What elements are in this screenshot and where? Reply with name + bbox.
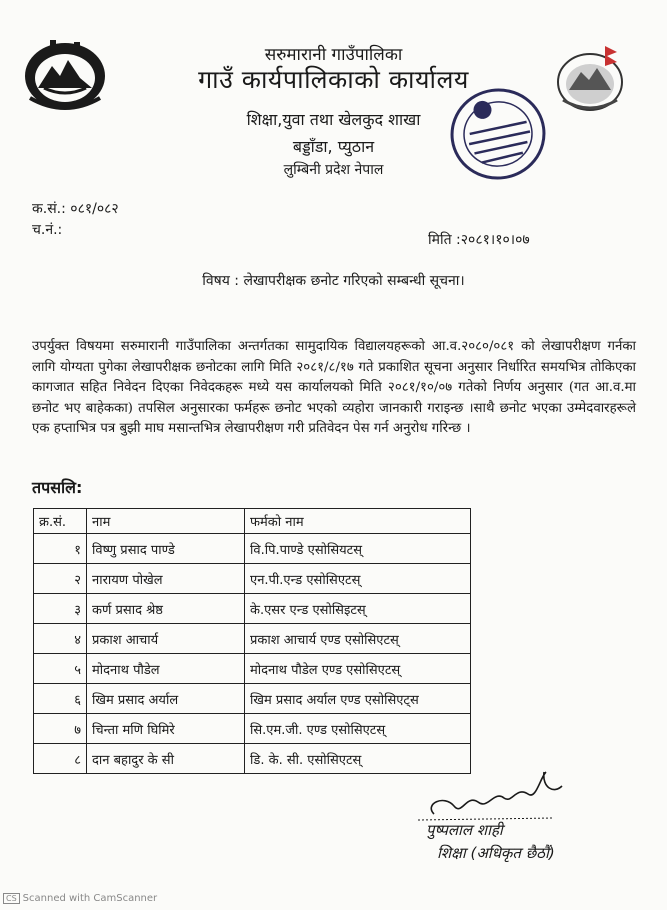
table-row bbox=[34, 654, 471, 684]
office-title: गाउँ कार्यपालिकाको कार्यालय bbox=[198, 65, 469, 94]
column-header-firm: फर्मको नाम bbox=[245, 509, 471, 534]
auditor-name-cell: खिम प्रसाद अर्याल bbox=[87, 684, 245, 714]
serial-cell: १ bbox=[34, 534, 87, 564]
signer-name: पुष्पलाल शाही bbox=[426, 821, 503, 839]
official-stamp-icon bbox=[442, 80, 554, 189]
firm-name-cell: डि. के. सी. एसोसिएटस् bbox=[245, 744, 471, 774]
signer-title: शिक्षा (अधिकृत छैठौं) bbox=[437, 844, 555, 862]
firm-name-cell: प्रकाश आचार्य एण्ड एसोसिएटस् bbox=[245, 624, 471, 654]
selected-firms-table bbox=[33, 508, 471, 774]
table-row bbox=[34, 714, 471, 744]
table-row bbox=[34, 684, 471, 714]
auditor-name-cell: कर्ण प्रसाद श्रेष्ठ bbox=[87, 594, 245, 624]
reference-number: क.सं.: ०८१/०८२ bbox=[32, 201, 119, 217]
notice-body: उपर्युक्त विषयमा सरुमारानी गाउँपालिका अन्तर्गतका सामुदायिक विद्यालयहरूको आ.व.२०८०/०८१ को लेखापरीक्षण गर्नका लागि योग्यता पुगेका लेखापरीक्षक छनोटका लागि मिति २०८१/८/१७ गते प्रकाशित सूचना अनुसार निर्धारित समयभित्र तोकिएका कागजात सहित निवेदन दिएका निवेदकहरू मध्ये यस कार्यालयको मिति २०८१/१०/०७ गतेको निर्णय अनुसार (गत आ.व.मा छनोट भए बाहेकका) तपसिल अनुसारका फर्महरू छनोट भएको व्यहोरा जानकारी गराइन्छ ।साथै छनोट भएका उम्मेदवारहरूले एक हप्ताभित्र पत्र बुझी माघ मसान्तभित्र लेखापरीक्षण गरी प्रतिवेदन पेस गर्न अनुरोध गरिन्छ । bbox=[32, 339, 636, 436]
dispatch-number: च.नं.: bbox=[32, 222, 63, 238]
camscanner-icon: CS bbox=[3, 893, 20, 904]
table-row bbox=[34, 534, 471, 564]
firm-name-cell: खिम प्रसाद अर्याल एण्ड एसोसिएट्स bbox=[245, 684, 471, 714]
table-row bbox=[34, 594, 471, 624]
column-header-name: नाम bbox=[87, 509, 245, 534]
serial-cell: ५ bbox=[34, 654, 87, 684]
subject-line: विषय : लेखापरीक्षक छनोट गरिएको सम्बन्धी सूचना। bbox=[202, 273, 465, 289]
firm-name-cell: एन.पी.एन्ड एसोसिएटस् bbox=[245, 564, 471, 594]
province-name: लुम्बिनी प्रदेश नेपाल bbox=[283, 162, 384, 178]
serial-cell: ३ bbox=[34, 594, 87, 624]
table-row bbox=[34, 624, 471, 654]
scanner-label: Scanned with CamScanner bbox=[22, 893, 158, 904]
firm-name-cell: वि.पि.पाण्डे एसोसियटस् bbox=[245, 534, 471, 564]
auditor-name-cell: विष्णु प्रसाद पाण्डे bbox=[87, 534, 245, 564]
auditor-name-cell: प्रकाश आचार्य bbox=[87, 624, 245, 654]
serial-cell: ६ bbox=[34, 684, 87, 714]
table-row bbox=[34, 564, 471, 594]
scanner-watermark bbox=[3, 893, 157, 904]
auditor-name-cell: मोदनाथ पौडेल bbox=[87, 654, 245, 684]
firm-name-cell: के.एसर एन्ड एसोसिइटस् bbox=[245, 594, 471, 624]
letter-date: मिति :२०८१।१०।०७ bbox=[428, 232, 530, 248]
auditor-name-cell: नारायण पोखेल bbox=[87, 564, 245, 594]
auditor-name-cell: दान बहादुर के सी bbox=[87, 744, 245, 774]
auditor-name-cell: चिन्ता मणि घिमिरे bbox=[87, 714, 245, 744]
column-header-serial: क्र.सं. bbox=[34, 509, 87, 534]
firm-name-cell: सि.एम.जी. एण्ड एसोसिएटस् bbox=[245, 714, 471, 744]
serial-cell: ७ bbox=[34, 714, 87, 744]
schedule-heading: तपसलि: bbox=[32, 478, 83, 497]
table-header-row bbox=[34, 509, 471, 534]
branch-name: शिक्षा,युवा तथा खेलकुद शाखा bbox=[246, 110, 421, 129]
serial-cell: २ bbox=[34, 564, 87, 594]
office-address: बड्डाँडा, प्युठान bbox=[292, 137, 375, 156]
office-name: सरुमारानी गाउँपालिका bbox=[264, 45, 403, 65]
serial-cell: ८ bbox=[34, 744, 87, 774]
serial-cell: ४ bbox=[34, 624, 87, 654]
firm-name-cell: मोदनाथ पौडेल एण्ड एसोसिएटस् bbox=[245, 654, 471, 684]
